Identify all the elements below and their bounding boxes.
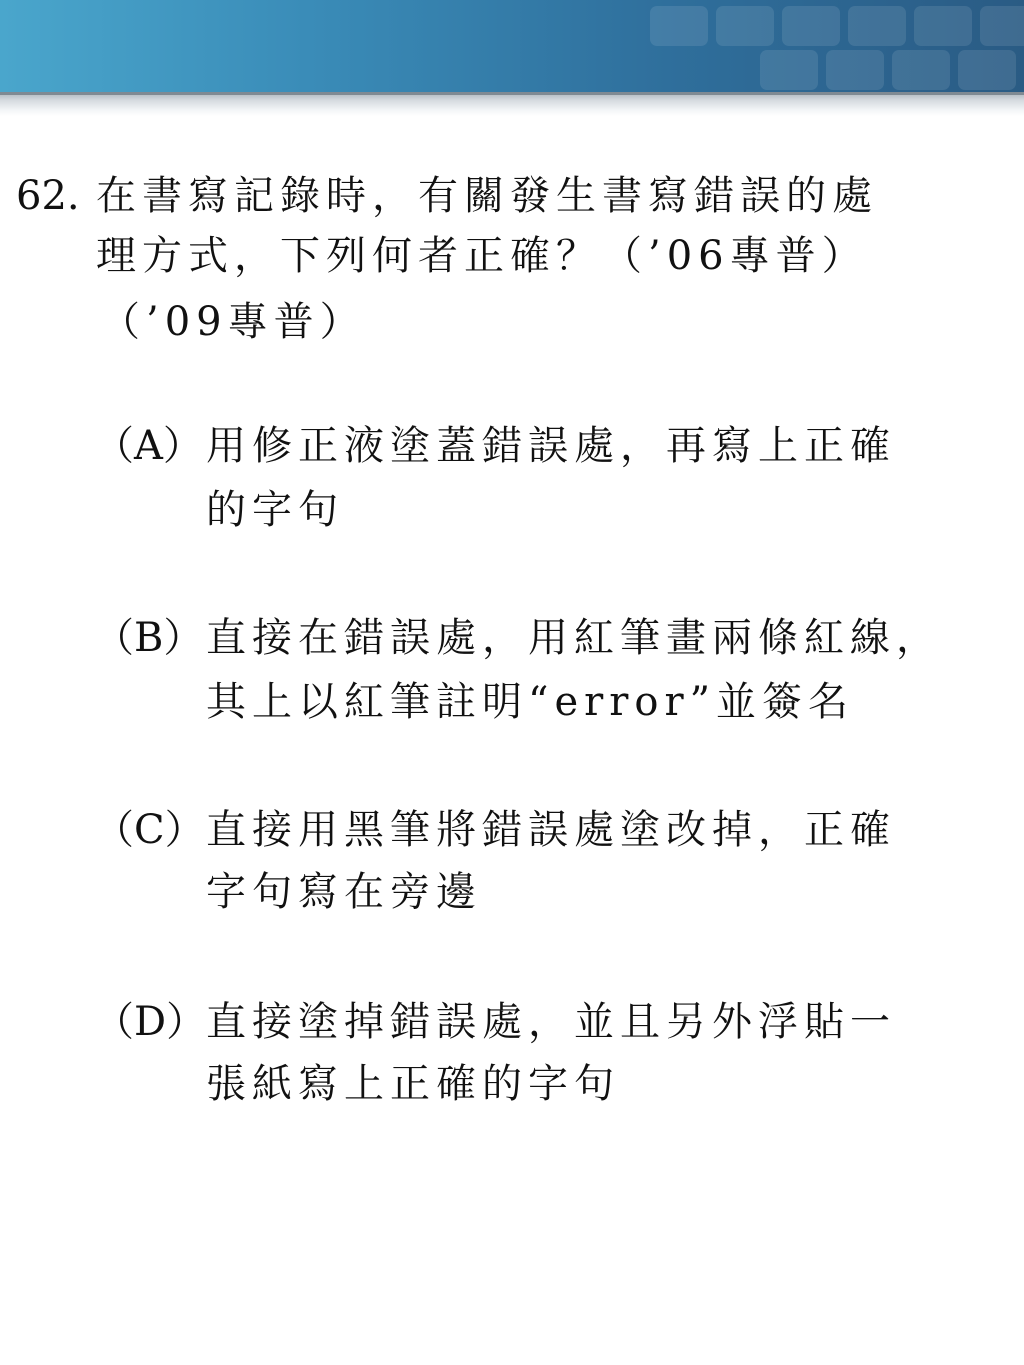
option-b-text-line-1: 直接在錯誤處，用紅筆畫兩條紅線，: [206, 615, 942, 661]
option-d-text-line-2: 張紙寫上正確的字句: [206, 1061, 620, 1107]
question-number: 62.: [16, 173, 80, 219]
option-a-text-line-1: 用修正液塗蓋錯誤處，再寫上正確: [206, 423, 896, 469]
question-text-line-1: 在書寫記錄時，有關發生書寫錯誤的處: [96, 173, 878, 219]
option-a-text-line-2: 的字句: [206, 487, 344, 533]
option-d-label: （D）: [94, 999, 207, 1045]
option-b-label: （B）: [94, 615, 204, 661]
question-text-line-2: 理方式，下列何者正確？（’06專普）: [96, 233, 868, 279]
question-text-line-3: （’09專普）: [100, 299, 366, 345]
option-c-label: （C）: [94, 807, 205, 853]
option-d-text-line-1: 直接塗掉錯誤處，並且另外浮貼一: [206, 999, 896, 1045]
option-c-text-line-1: 直接用黑筆將錯誤處塗改掉，正確: [206, 807, 896, 853]
option-b-text-line-2: 其上以紅筆註明“error”並簽名: [206, 679, 855, 725]
option-a-label: （A）: [94, 423, 203, 469]
option-c-text-line-2: 字句寫在旁邊: [206, 869, 482, 915]
